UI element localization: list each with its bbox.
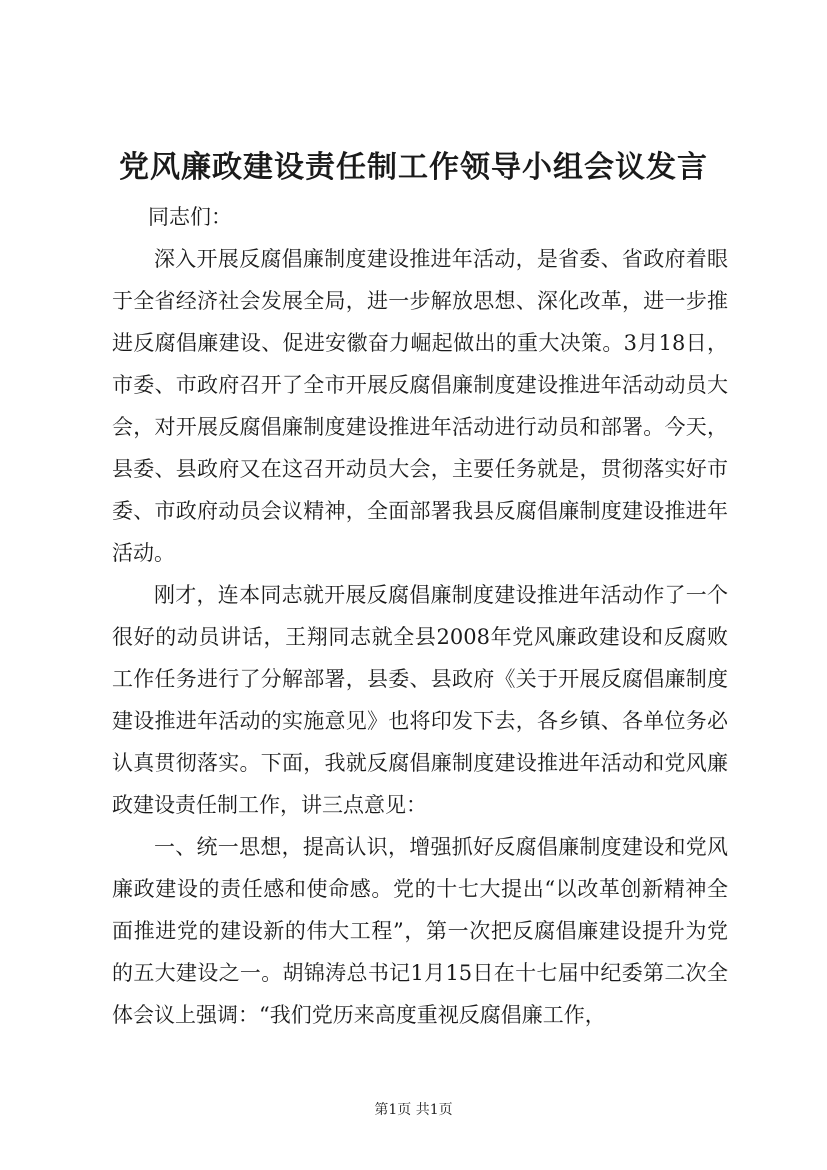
salutation-paragraph: 同志们： — [148, 205, 232, 229]
body-paragraph: 深入开展反腐倡廉制度建设推进年活动，是省委、省政府着眼于全省经济社会发展全局，进一步解放思想、深化改革，进一步推进反腐倡廉建设、促进安徽奋力崛起做出的重大决策。3月18日，市委、市政府召开了全市开展反腐倡廉制度建设推进年活动动员大会，对开展反腐倡廉制度建设推进年活动进行动员和部署。今天，县委、县政府又在这召开动员大会，主要任务就是，贯彻落实好市委、市政府动员会议精神，全面部署我县反腐倡廉制度建设推进年活动。 — [112, 247, 728, 565]
document-body — [112, 196, 728, 1036]
body-paragraph: 一、统一思想，提高认识，增强抓好反腐倡廉制度建设和党风廉政建设的责任感和使命感。党的十七大提出“以改革创新精神全面推进党的建设新的伟大工程”，第一次把反腐倡廉建设提升为党的五大建设之一。胡锦涛总书记1月15日在十七届中纪委第二次全体会议上强调：“我们党历来高度重视反腐倡廉工作， — [112, 835, 728, 1027]
body-paragraph: 刚才，连本同志就开展反腐倡廉制度建设推进年活动作了一个很好的动员讲话，王翔同志就全县2008年党风廉政建设和反腐败工作任务进行了分解部署，县委、县政府《关于开展反腐倡廉制度建设推进年活动的实施意见》也将印发下去，各乡镇、各单位务必认真贯彻落实。下面，我就反腐倡廉制度建设推进年活动和党风廉政建设责任制工作，讲三点意见： — [112, 583, 728, 817]
document-title: 党风廉政建设责任制工作领导小组会议发言 — [119, 150, 708, 185]
page-number-footer: 第1页 共1页 — [374, 1102, 453, 1118]
